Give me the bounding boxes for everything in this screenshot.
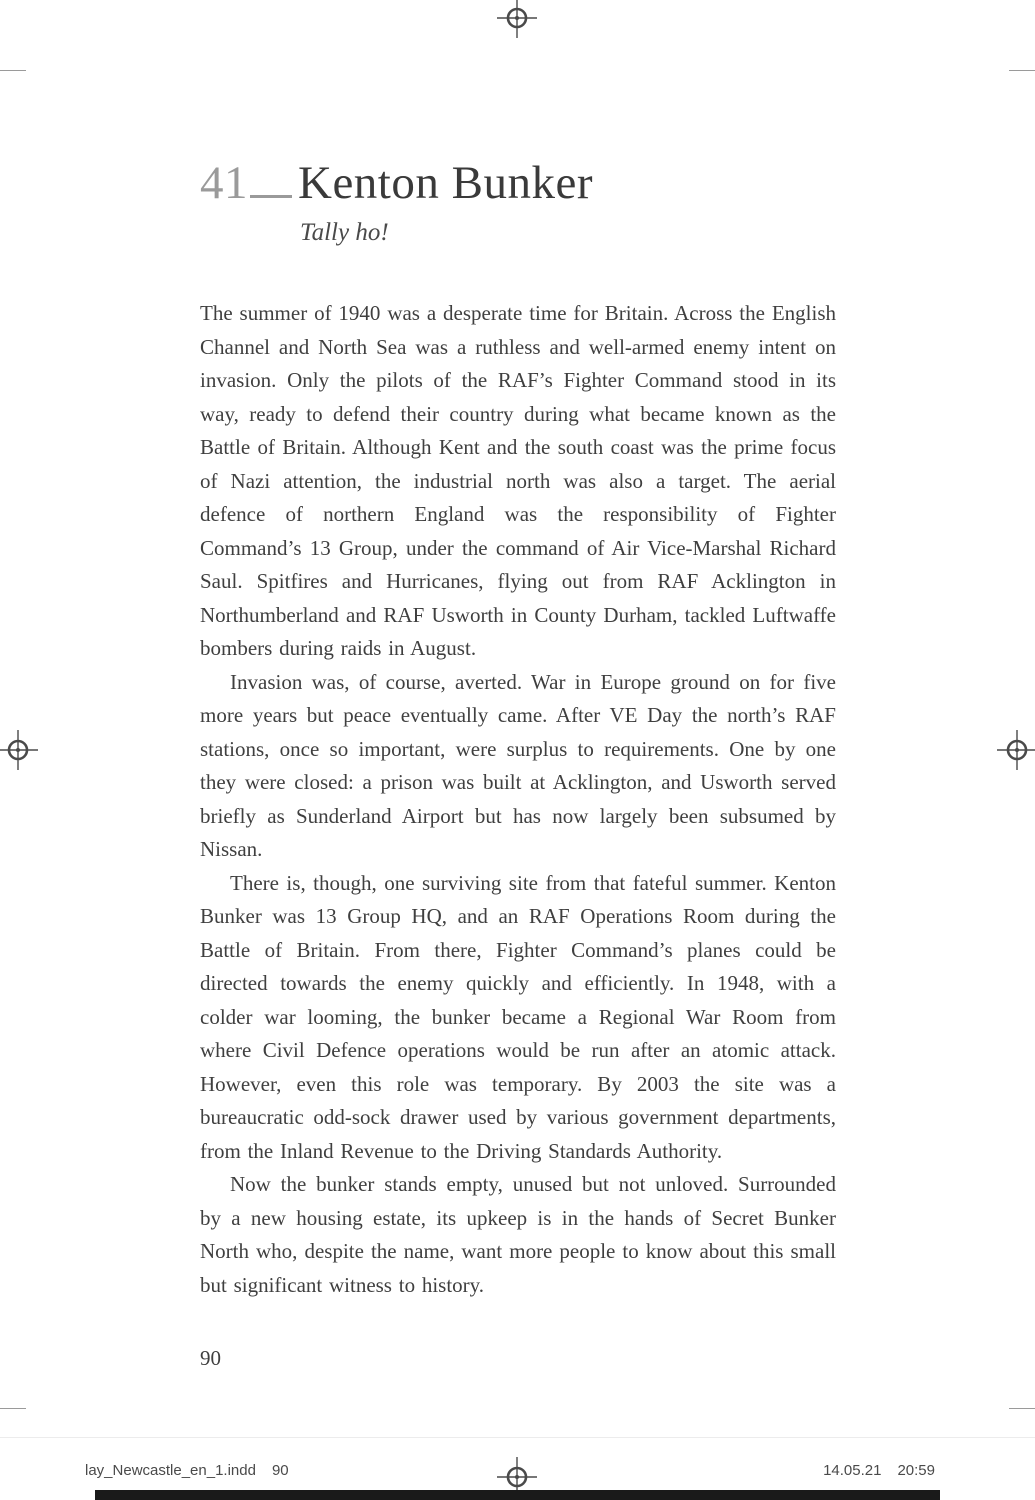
footer-divider — [0, 1437, 1035, 1438]
chapter-heading — [200, 156, 840, 247]
paragraph-4: Now the bunker stands empty, unused but not unloved. Surrounded by a new housing estate, its upkeep is in the hands of Secret Bunker North who, despite the name, want more people to know about this small but significant witness to history. — [200, 1172, 836, 1297]
registration-mark-top-icon — [497, 0, 537, 38]
footer-date: 14.05.21 — [823, 1462, 882, 1479]
footer-filename: lay_Newcastle_en_1.indd — [85, 1462, 256, 1479]
footer-time: 20:59 — [897, 1462, 935, 1479]
chapter-subtitle: Tally ho! — [300, 219, 389, 247]
trim-mark-bottom-right — [1009, 1408, 1035, 1409]
paragraph-1: The summer of 1940 was a desperate time for Britain. Across the English Channel and North Sea was a ruthless and well-armed enemy intent on invasion. Only the pilots of the RAF’s Fighter Command stood in its way, ready to defend their country during what became known as the Battle of Britain. Although Kent and the south coast was the prime focus of Nazi attention, the industrial north was also a target. The aerial defence of northern England was the responsibility of Fighter Command’s 13 Group, under the command of Air Vice-Marshal Richard Saul. Spitfires and Hurricanes, flying out from RAF Acklington in Northumberland and RAF Usworth in County Durham, tackled Luftwaffe bombers during raids in August. — [200, 301, 836, 660]
paragraph-2: Invasion was, of course, averted. War in Europe ground on for five more years but peace eventually came. After VE Day the north’s RAF stations, once so important, were surplus to requirements. One by one they were closed: a prison was built at Acklington, and Usworth served briefly as Sunderland Airport but has now largely been subsumed by Nissan. — [200, 669, 836, 861]
footer-page-number: 90 — [271, 1462, 289, 1479]
paragraph-3: There is, though, one surviving site from that fateful summer. Kenton Bunker was 13 Group HQ, and an RAF Operations Room during the Battle of Britain. From there, Fighter Command’s planes could be directed towards the enemy quickly and efficiently. In 1948, with a colder war looming, the bunker became a Regional War Room from where Civil Defence operations would be run after an atomic attack. However, even this role was temporary. By 2003 the site was a bureaucratic odd-sock drawer used by various government departments, from the Inland Revenue to the Driving Standards Authority. — [200, 870, 836, 1163]
page-number: 90 — [200, 1346, 221, 1370]
body-text — [200, 297, 836, 1302]
registration-mark-right-icon — [997, 730, 1035, 770]
chapter-title-line — [200, 156, 840, 210]
chapter-number-rule — [250, 195, 292, 198]
proof-footer — [0, 1462, 1035, 1486]
bottom-print-bar — [95, 1490, 940, 1500]
trim-mark-top-right — [1009, 70, 1035, 71]
trim-mark-bottom-left — [0, 1408, 26, 1409]
trim-mark-top-left — [0, 70, 26, 71]
chapter-title: Kenton Bunker — [298, 157, 593, 209]
footer-left — [85, 1462, 289, 1479]
footer-right — [823, 1462, 935, 1479]
registration-mark-left-icon — [0, 730, 38, 770]
chapter-number: 41 — [200, 157, 248, 209]
